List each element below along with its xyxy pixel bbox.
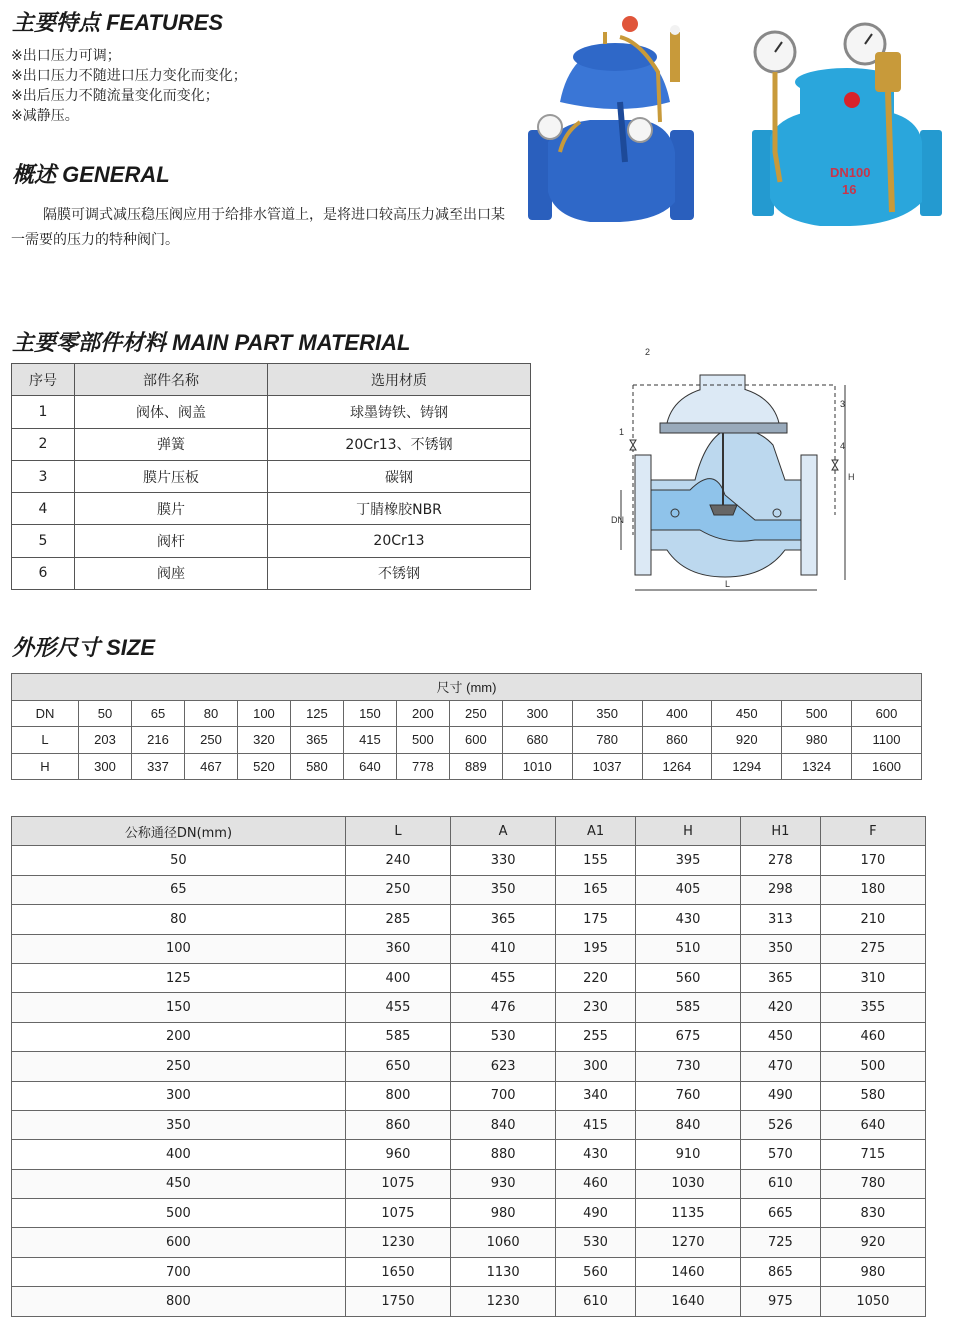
cell: 400 (642, 700, 712, 727)
cell: 1230 (345, 1228, 450, 1257)
feature-item: ※出口压力可调； (11, 48, 121, 64)
cell: 610 (556, 1287, 636, 1316)
cell: 500 (820, 1052, 925, 1081)
cell: 1294 (712, 753, 782, 780)
cell: 725 (741, 1228, 821, 1257)
cell: 400 (345, 963, 450, 992)
cell: DN (12, 700, 79, 727)
material-row (12, 557, 531, 589)
size-row-h (12, 753, 922, 780)
material-title: 主要零部件材料 MAIN PART MATERIAL (12, 330, 411, 355)
cell: 365 (290, 727, 343, 754)
cell: 455 (451, 963, 556, 992)
cell: 275 (820, 934, 925, 963)
cell: 337 (131, 753, 184, 780)
cell: 880 (451, 1140, 556, 1169)
cell: 778 (396, 753, 449, 780)
cell: 350 (451, 875, 556, 904)
diagram-label-l: L (725, 579, 731, 589)
cell: 980 (782, 727, 852, 754)
material-header-part: 部件名称 (75, 364, 268, 396)
cell: 220 (556, 963, 636, 992)
cell: 530 (451, 1022, 556, 1051)
cell: 780 (572, 727, 642, 754)
cell: 365 (451, 905, 556, 934)
cell: 580 (820, 1081, 925, 1110)
cell: 405 (635, 875, 740, 904)
cell: 340 (556, 1081, 636, 1110)
cell: 300 (556, 1052, 636, 1081)
dimension-header-h1: H1 (741, 817, 821, 846)
dimension-table (11, 816, 926, 1317)
cell: 350 (572, 700, 642, 727)
cell: 255 (556, 1022, 636, 1051)
cell: 1010 (502, 753, 572, 780)
valve-pn-label: 16 (842, 182, 857, 197)
cell: 975 (741, 1287, 821, 1316)
cell: 520 (237, 753, 290, 780)
cell: 278 (741, 846, 821, 875)
dimension-header-dn: 公称通径DN(mm) (12, 817, 346, 846)
cell: 889 (449, 753, 502, 780)
cell: 150 (12, 993, 346, 1022)
cell: 910 (635, 1140, 740, 1169)
general-paragraph: 隔膜可调式减压稳压阀应用于给排水管道上，是将进口较高压力减至出口某一需要的压力的特种阀门。 (11, 207, 505, 248)
cell: 960 (345, 1140, 450, 1169)
cell: 450 (741, 1022, 821, 1051)
cell: 1037 (572, 753, 642, 780)
cell: 125 (290, 700, 343, 727)
diagram-label-3: 3 (840, 399, 846, 409)
cell: 125 (12, 963, 346, 992)
cell: 285 (345, 905, 450, 934)
dimension-row (12, 1199, 926, 1228)
cell: 1600 (852, 753, 922, 780)
cell: 640 (343, 753, 396, 780)
cell: 500 (396, 727, 449, 754)
cell: 840 (451, 1110, 556, 1139)
cell: 460 (820, 1022, 925, 1051)
cell: 360 (345, 934, 450, 963)
cell: 80 (184, 700, 237, 727)
diagram-label-4: 4 (840, 441, 846, 451)
cell: 560 (635, 963, 740, 992)
cell: 1075 (345, 1169, 450, 1198)
cell: 700 (12, 1257, 346, 1286)
cell: 920 (712, 727, 782, 754)
cell: 230 (556, 993, 636, 1022)
cell: 930 (451, 1169, 556, 1198)
cell: 980 (451, 1199, 556, 1228)
cell: 560 (556, 1257, 636, 1286)
dimension-row (12, 1022, 926, 1051)
material-table (11, 363, 531, 590)
cell: 165 (556, 875, 636, 904)
cell: 640 (820, 1110, 925, 1139)
cell: 20Cr13、不锈钢 (268, 428, 531, 460)
cell: 4 (12, 493, 75, 525)
cell: 430 (635, 905, 740, 934)
cell: 180 (820, 875, 925, 904)
cell: 840 (635, 1110, 740, 1139)
cell: 350 (741, 934, 821, 963)
size-table (11, 673, 922, 780)
cell: 50 (12, 846, 346, 875)
cell: 50 (79, 700, 132, 727)
size-caption: 尺寸 (mm) (12, 674, 922, 701)
cell: 碳钢 (268, 460, 531, 492)
dimension-row (12, 1052, 926, 1081)
cell: 65 (131, 700, 184, 727)
cell: 20Cr13 (268, 525, 531, 557)
dimension-row (12, 1081, 926, 1110)
cell: 100 (12, 934, 346, 963)
general-text (11, 203, 511, 253)
cell: 1 (12, 396, 75, 428)
cell: 250 (345, 875, 450, 904)
diagram-label-2: 2 (645, 347, 651, 357)
cell: 阀座 (75, 557, 268, 589)
cell: 415 (343, 727, 396, 754)
cell: 365 (741, 963, 821, 992)
dimension-row (12, 905, 926, 934)
cell: 250 (184, 727, 237, 754)
cell: 298 (741, 875, 821, 904)
cell: 623 (451, 1052, 556, 1081)
cell: 150 (343, 700, 396, 727)
diagram-label-h: H (848, 472, 855, 482)
cell: 1650 (345, 1257, 450, 1286)
cell: L (12, 727, 79, 754)
cell: 450 (712, 700, 782, 727)
dimension-row (12, 875, 926, 904)
cell: 355 (820, 993, 925, 1022)
size-row-l (12, 727, 922, 754)
valve-dn-label: DN100 (830, 165, 871, 180)
cell: 395 (635, 846, 740, 875)
dimension-header-a1: A1 (556, 817, 636, 846)
cell: 330 (451, 846, 556, 875)
cell: 430 (556, 1140, 636, 1169)
cell: 680 (502, 727, 572, 754)
cell: 80 (12, 905, 346, 934)
cell: 650 (345, 1052, 450, 1081)
cell: 610 (741, 1169, 821, 1198)
cell: 6 (12, 557, 75, 589)
cell: 313 (741, 905, 821, 934)
cell: 415 (556, 1110, 636, 1139)
size-title: 外形尺寸 SIZE (12, 635, 156, 660)
cell: 320 (237, 727, 290, 754)
material-row (12, 396, 531, 428)
size-row-dn (12, 700, 922, 727)
features-title: 主要特点 FEATURES (12, 10, 224, 35)
valve-photos (520, 12, 950, 242)
cell: 1264 (642, 753, 712, 780)
cell: 195 (556, 934, 636, 963)
cell: 920 (820, 1228, 925, 1257)
cell: 203 (79, 727, 132, 754)
cell: 860 (642, 727, 712, 754)
cell: 175 (556, 905, 636, 934)
cell: 1135 (635, 1199, 740, 1228)
material-header-material: 选用材质 (268, 364, 531, 396)
cell: 1640 (635, 1287, 740, 1316)
cell: 300 (79, 753, 132, 780)
cell: 510 (635, 934, 740, 963)
dimension-row (12, 1287, 926, 1316)
feature-item: ※出后压力不随流量变化而变化； (11, 88, 219, 104)
material-row (12, 525, 531, 557)
cell: 526 (741, 1110, 821, 1139)
material-header-row (12, 364, 531, 396)
cell: 300 (502, 700, 572, 727)
cell: 216 (131, 727, 184, 754)
diagram-label-dn: DN (611, 515, 624, 525)
cell: 400 (12, 1140, 346, 1169)
cell: 1230 (451, 1287, 556, 1316)
cell: 470 (741, 1052, 821, 1081)
material-row (12, 493, 531, 525)
cell: 800 (12, 1287, 346, 1316)
cell: 830 (820, 1199, 925, 1228)
blue-valve-image (528, 16, 694, 222)
dimension-header-f: F (820, 817, 925, 846)
cell: 780 (820, 1169, 925, 1198)
dimension-header-a: A (451, 817, 556, 846)
dimension-header-l: L (345, 817, 450, 846)
cell: 240 (345, 846, 450, 875)
cell: 弹簧 (75, 428, 268, 460)
cell: 410 (451, 934, 556, 963)
cell: 100 (237, 700, 290, 727)
cell: 1460 (635, 1257, 740, 1286)
cell: 200 (12, 1022, 346, 1051)
material-row (12, 460, 531, 492)
cell: 730 (635, 1052, 740, 1081)
cell: 250 (449, 700, 502, 727)
cell: 350 (12, 1110, 346, 1139)
cell: 210 (820, 905, 925, 934)
cell: 250 (12, 1052, 346, 1081)
dimension-row (12, 846, 926, 875)
cell: 球墨铸铁、铸钢 (268, 396, 531, 428)
cell: 585 (345, 1022, 450, 1051)
dimension-row (12, 1257, 926, 1286)
cell: 阀体、阀盖 (75, 396, 268, 428)
cell: 675 (635, 1022, 740, 1051)
cell: 1270 (635, 1228, 740, 1257)
feature-item: ※减静压。 (11, 108, 79, 124)
cell: 665 (741, 1199, 821, 1228)
cell: 500 (12, 1199, 346, 1228)
cell: 1324 (782, 753, 852, 780)
cell: 585 (635, 993, 740, 1022)
cell: 1750 (345, 1287, 450, 1316)
cell: 450 (12, 1169, 346, 1198)
cell: 600 (12, 1228, 346, 1257)
cell: 455 (345, 993, 450, 1022)
cell: 2 (12, 428, 75, 460)
cell: 865 (741, 1257, 821, 1286)
dimension-row (12, 963, 926, 992)
cell: 980 (820, 1257, 925, 1286)
diagram-label-1: 1 (619, 427, 625, 437)
cell: 1060 (451, 1228, 556, 1257)
valve-section-diagram (605, 345, 855, 600)
features-list (11, 46, 247, 126)
size-caption-row (12, 674, 922, 701)
cell: 丁腈橡胶NBR (268, 493, 531, 525)
cell: 760 (635, 1081, 740, 1110)
dimension-row (12, 1140, 926, 1169)
dimension-header-row (12, 817, 926, 846)
cell: H (12, 753, 79, 780)
feature-item: ※出口压力不随进口压力变化而变化； (11, 68, 247, 84)
cell: 490 (556, 1199, 636, 1228)
dimension-row (12, 993, 926, 1022)
general-title: 概述 GENERAL (12, 162, 170, 187)
cell: 700 (451, 1081, 556, 1110)
cell: 1130 (451, 1257, 556, 1286)
cell: 530 (556, 1228, 636, 1257)
cell: 膜片 (75, 493, 268, 525)
dimension-row (12, 1110, 926, 1139)
cell: 490 (741, 1081, 821, 1110)
cell: 200 (396, 700, 449, 727)
cell: 阀杆 (75, 525, 268, 557)
cell: 1075 (345, 1199, 450, 1228)
cell: 膜片压板 (75, 460, 268, 492)
cell: 155 (556, 846, 636, 875)
cell: 800 (345, 1081, 450, 1110)
cell: 3 (12, 460, 75, 492)
dimension-table-body (12, 846, 926, 1316)
cell: 467 (184, 753, 237, 780)
cell: 600 (449, 727, 502, 754)
cell: 65 (12, 875, 346, 904)
dimension-header-h: H (635, 817, 740, 846)
cell: 300 (12, 1081, 346, 1110)
material-header-no: 序号 (12, 364, 75, 396)
cell: 1050 (820, 1287, 925, 1316)
cell: 420 (741, 993, 821, 1022)
cell: 860 (345, 1110, 450, 1139)
cell: 580 (290, 753, 343, 780)
cell: 600 (852, 700, 922, 727)
cell: 1030 (635, 1169, 740, 1198)
cell: 570 (741, 1140, 821, 1169)
cell: 715 (820, 1140, 925, 1169)
cell: 500 (782, 700, 852, 727)
dimension-row (12, 1169, 926, 1198)
cell: 460 (556, 1169, 636, 1198)
cyan-valve-image (752, 24, 942, 226)
cell: 5 (12, 525, 75, 557)
cell: 不锈钢 (268, 557, 531, 589)
cell: 170 (820, 846, 925, 875)
cell: 476 (451, 993, 556, 1022)
cell: 310 (820, 963, 925, 992)
material-row (12, 428, 531, 460)
dimension-row (12, 934, 926, 963)
cell: 1100 (852, 727, 922, 754)
dimension-row (12, 1228, 926, 1257)
